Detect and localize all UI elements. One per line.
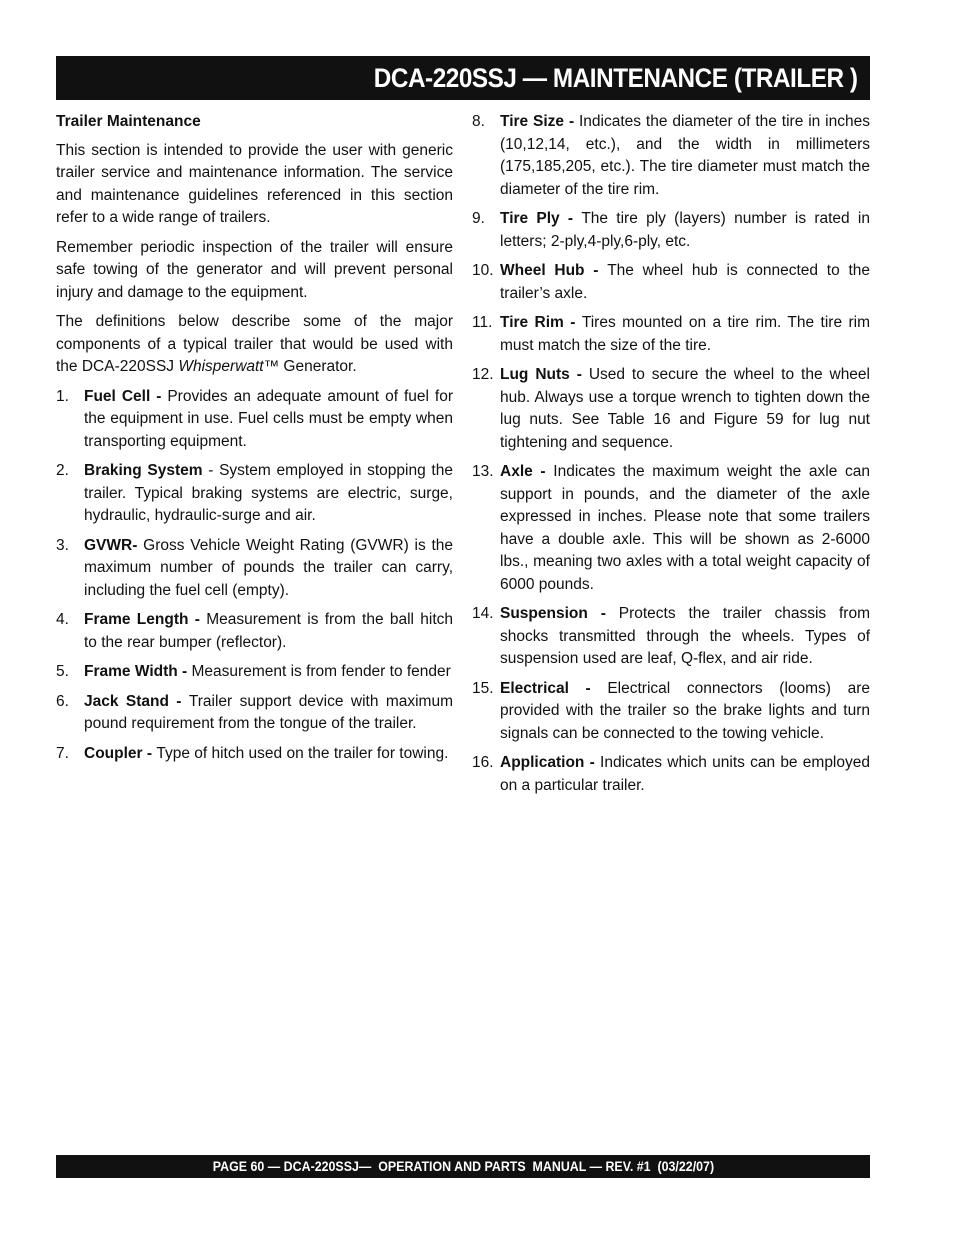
item-term: Coupler - xyxy=(84,744,157,762)
item-term: Frame Length - xyxy=(84,611,207,628)
item-description: Measurement is from fender to fender xyxy=(191,663,451,680)
list-item xyxy=(56,743,453,766)
item-number: 16. xyxy=(472,754,494,771)
item-description: Provides an adequate amount of fuel for the equipment in use. Fuel cells must be empty when transporting equipment. xyxy=(84,387,453,450)
item-number: 14. xyxy=(472,605,494,622)
item-number: 11. xyxy=(472,314,493,331)
right-column xyxy=(472,111,870,804)
page-header-bar xyxy=(56,56,870,100)
left-column xyxy=(56,111,453,772)
item-term: Fuel Cell - xyxy=(84,387,168,405)
item-term: Lug Nuts - xyxy=(500,366,589,383)
item-number: 2. xyxy=(56,462,69,479)
item-text xyxy=(500,603,870,671)
item-text xyxy=(500,260,870,305)
item-number: 1. xyxy=(56,387,69,405)
list-item xyxy=(472,208,870,253)
footer-text: PAGE 60 — DCA-220SSJ— OPERATION AND PARTS MANUAL — REV. #1 (03/22/07) xyxy=(212,1159,714,1174)
list-item xyxy=(56,535,453,603)
item-text xyxy=(500,752,870,797)
list-item xyxy=(472,678,870,746)
item-number: 3. xyxy=(56,536,69,554)
intro-p3-end: Generator. xyxy=(279,358,357,375)
item-term: Tire Size - xyxy=(500,113,579,130)
item-description: Indicates which units can be employed on a particular trailer. xyxy=(500,754,870,794)
page-footer-bar xyxy=(56,1155,870,1178)
item-term: Suspension - xyxy=(500,605,619,622)
item-description: Type of hitch used on the trailer for towing. xyxy=(156,744,449,762)
item-number: 8. xyxy=(472,113,485,130)
intro-paragraph-2: Remember periodic inspection of the trailer will ensure safe towing of the generator and will prevent personal injury and damage to the equipment. xyxy=(56,238,453,301)
item-term: Axle - xyxy=(500,463,554,480)
item-text xyxy=(84,460,453,528)
list-item xyxy=(472,461,870,596)
item-description: The tire ply (layers) number is rated in letters; 2-ply,4-ply,6-ply, etc. xyxy=(500,210,870,250)
list-item xyxy=(56,386,453,454)
intro-paragraph-1: This section is intended to provide the user with generic trailer service and maintenance information. The service and maintenance guidelines referenced in this section refer to a wide range of trailers. xyxy=(56,141,453,226)
item-term: Jack Stand - xyxy=(84,692,189,710)
list-item xyxy=(472,260,870,305)
item-term: Application - xyxy=(500,754,601,771)
item-number: 7. xyxy=(56,744,69,762)
item-text xyxy=(500,312,870,357)
list-item xyxy=(472,111,870,201)
item-description: Measurement is from the ball hitch to the rear bumper (reflector). xyxy=(84,611,454,651)
list-item xyxy=(56,661,453,684)
item-text xyxy=(84,661,453,684)
item-term: GVWR- xyxy=(84,536,144,554)
intro-p3-text: The definitions below describe some of the major components of a typical trailer that would be used with the DCA-220SSJ xyxy=(56,313,453,375)
list-item xyxy=(56,609,453,654)
item-number: 5. xyxy=(56,663,69,680)
item-term: Frame Width - xyxy=(84,663,192,680)
item-description: Protects the trailer chassis from shocks transmitted through the wheels. Types of suspension used are leaf, Q-flex, and air ride. xyxy=(500,605,871,667)
item-number: 13. xyxy=(472,463,494,480)
item-description: Used to secure the wheel to the wheel hub. Always use a torque wrench to tighten down the lug nuts. See Table 16 and Figure 59 for lug nut tightening and sequence. xyxy=(500,366,870,451)
item-description: Gross Vehicle Weight Rating (GVWR) is the maximum number of pounds the trailer can carry, including the fuel cell (empty). xyxy=(84,536,453,599)
item-number: 6. xyxy=(56,692,69,710)
item-text xyxy=(84,609,453,654)
item-description: The wheel hub is connected to the trailer’s axle. xyxy=(500,262,870,302)
item-text xyxy=(500,208,870,253)
item-number: 15. xyxy=(472,679,494,697)
item-text xyxy=(84,386,453,454)
item-term: Wheel Hub - xyxy=(500,262,608,279)
list-item xyxy=(472,312,870,357)
item-text xyxy=(500,111,870,201)
item-text xyxy=(500,678,870,746)
item-description: - System employed in stopping the trailer. Typical braking systems are electric, surge, hydraulic, hydraulic-surge and air. xyxy=(84,462,453,524)
item-description: Trailer support device with maximum pound requirement from the tongue of the trailer. xyxy=(84,692,454,732)
item-text xyxy=(84,743,453,766)
item-term: Electrical - xyxy=(500,679,608,697)
list-item xyxy=(56,460,453,528)
item-term: Tire Ply - xyxy=(500,210,582,227)
item-number: 10. xyxy=(472,262,494,279)
item-description: Indicates the diameter of the tire in inches (10,12,14, etc.), and the width in millimeters (175,185,205, etc.). The tire diameter must match the diameter of the tire rim. xyxy=(500,113,870,198)
list-item xyxy=(472,603,870,671)
item-description: Electrical connectors (looms) are provided with the trailer so the brake lights and turn signals can be connected to the towing vehicle. xyxy=(500,679,870,742)
item-term: Tire Rim - xyxy=(500,314,582,331)
brand-name: Whisperwatt™ xyxy=(178,358,280,375)
item-term: Braking System xyxy=(84,462,203,479)
page-title: DCA-220SSJ — MAINTENANCE (TRAILER ) xyxy=(374,62,858,93)
item-description: Tires mounted on a tire rim. The tire rim must match the size of the tire. xyxy=(500,314,870,354)
intro-paragraph-3 xyxy=(56,311,453,379)
item-text xyxy=(500,461,870,596)
item-description: Indicates the maximum weight the axle can support in pounds, and the diameter of the axle expressed in inches. Please note that some trailers have a double axle. This will be shown as 2-6000 lbs., meaning two axles with a total weight capacity of 6000 pounds. xyxy=(500,463,870,593)
item-number: 4. xyxy=(56,611,69,628)
list-item xyxy=(56,691,453,736)
item-text xyxy=(500,364,870,454)
list-item xyxy=(472,364,870,454)
item-text xyxy=(84,691,453,736)
item-number: 12. xyxy=(472,366,494,383)
item-number: 9. xyxy=(472,210,485,227)
section-title: Trailer Maintenance xyxy=(56,113,201,130)
list-item xyxy=(472,752,870,797)
item-text xyxy=(84,535,453,603)
